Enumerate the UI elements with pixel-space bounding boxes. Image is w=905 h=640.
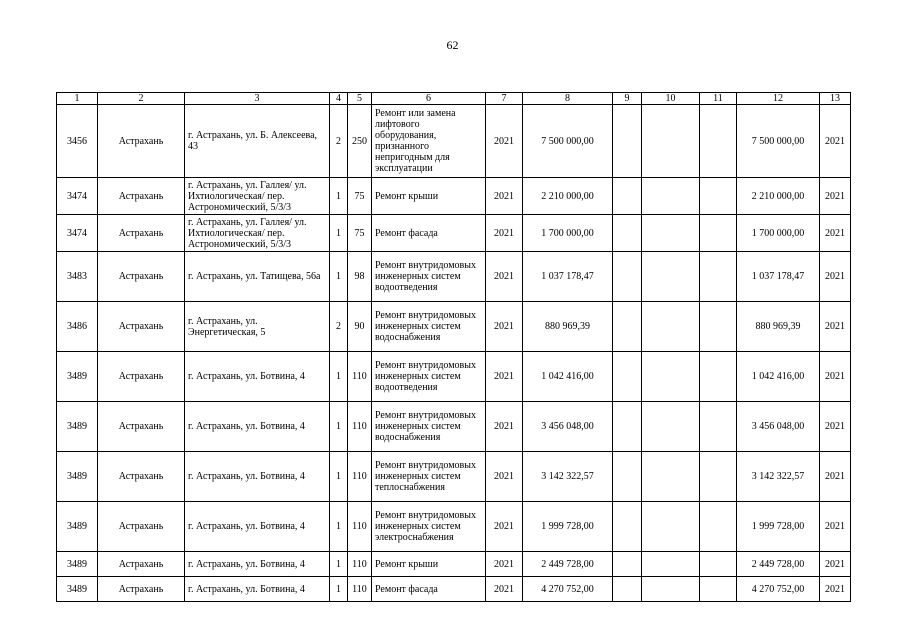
year-cell: 2021 xyxy=(486,552,523,577)
address-cell: г. Астрахань, ул. Энергетическая, 5 xyxy=(185,302,330,352)
col9-cell xyxy=(613,302,642,352)
cost-cell: 1 042 416,00 xyxy=(523,352,613,402)
col11-cell xyxy=(700,252,737,302)
completion-year-cell: 2021 xyxy=(820,352,851,402)
col9-cell xyxy=(613,552,642,577)
col11-cell xyxy=(700,178,737,215)
entrances-cell: 1 xyxy=(330,352,348,402)
completion-year-cell: 2021 xyxy=(820,252,851,302)
address-cell: г. Астрахань, ул. Галлея/ ул. Ихтиологическая/ пер. Астрономический, 5/3/3 xyxy=(185,215,330,252)
total-cost-cell: 2 449 728,00 xyxy=(737,552,820,577)
column-number-9: 9 xyxy=(613,93,642,105)
total-cost-cell: 1 042 416,00 xyxy=(737,352,820,402)
cost-cell: 1 700 000,00 xyxy=(523,215,613,252)
entrances-cell: 2 xyxy=(330,302,348,352)
apartments-cell: 110 xyxy=(348,577,372,602)
year-cell: 2021 xyxy=(486,178,523,215)
col9-cell xyxy=(613,402,642,452)
year-cell: 2021 xyxy=(486,402,523,452)
apartments-cell: 110 xyxy=(348,352,372,402)
total-cost-cell: 1 700 000,00 xyxy=(737,215,820,252)
col9-cell xyxy=(613,105,642,178)
municipality-cell: Астрахань xyxy=(98,352,185,402)
table-row xyxy=(57,302,851,352)
apartments-cell: 90 xyxy=(348,302,372,352)
entrances-cell: 2 xyxy=(330,105,348,178)
work-type-cell: Ремонт фасада xyxy=(372,215,486,252)
table-row xyxy=(57,252,851,302)
address-cell: г. Астрахань, ул. Ботвина, 4 xyxy=(185,552,330,577)
total-cost-cell: 2 210 000,00 xyxy=(737,178,820,215)
cost-cell: 2 449 728,00 xyxy=(523,552,613,577)
col9-cell xyxy=(613,452,642,502)
year-cell: 2021 xyxy=(486,215,523,252)
entrances-cell: 1 xyxy=(330,178,348,215)
col11-cell xyxy=(700,105,737,178)
table-row xyxy=(57,577,851,602)
column-number-1: 1 xyxy=(57,93,98,105)
work-type-cell: Ремонт внутридомовых инженерных систем водоотведения xyxy=(372,252,486,302)
apartments-cell: 75 xyxy=(348,178,372,215)
col10-cell xyxy=(642,552,700,577)
entrances-cell: 1 xyxy=(330,402,348,452)
cost-cell: 1 999 728,00 xyxy=(523,502,613,552)
address-cell: г. Астрахань, ул. Б. Алексеева, 43 xyxy=(185,105,330,178)
col11-cell xyxy=(700,452,737,502)
col9-cell xyxy=(613,178,642,215)
municipality-cell: Астрахань xyxy=(98,502,185,552)
work-type-cell: Ремонт внутридомовых инженерных систем водоснабжения xyxy=(372,402,486,452)
object-id-cell: 3489 xyxy=(57,552,98,577)
year-cell: 2021 xyxy=(486,352,523,402)
table-row xyxy=(57,552,851,577)
municipality-cell: Астрахань xyxy=(98,178,185,215)
cost-cell: 4 270 752,00 xyxy=(523,577,613,602)
col10-cell xyxy=(642,252,700,302)
year-cell: 2021 xyxy=(486,452,523,502)
column-number-11: 11 xyxy=(700,93,737,105)
municipality-cell: Астрахань xyxy=(98,402,185,452)
cost-cell: 3 142 322,57 xyxy=(523,452,613,502)
col11-cell xyxy=(700,215,737,252)
total-cost-cell: 1 037 178,47 xyxy=(737,252,820,302)
column-number-2: 2 xyxy=(98,93,185,105)
total-cost-cell: 3 456 048,00 xyxy=(737,402,820,452)
cost-cell: 1 037 178,47 xyxy=(523,252,613,302)
work-type-cell: Ремонт или замена лифтового оборудования, признанного непригодным для эксплуатации xyxy=(372,105,486,178)
entrances-cell: 1 xyxy=(330,502,348,552)
entrances-cell: 1 xyxy=(330,252,348,302)
object-id-cell: 3474 xyxy=(57,178,98,215)
work-type-cell: Ремонт внутридомовых инженерных систем водоотведения xyxy=(372,352,486,402)
column-number-3: 3 xyxy=(185,93,330,105)
address-cell: г. Астрахань, ул. Ботвина, 4 xyxy=(185,352,330,402)
work-type-cell: Ремонт крыши xyxy=(372,178,486,215)
object-id-cell: 3489 xyxy=(57,502,98,552)
col9-cell xyxy=(613,252,642,302)
total-cost-cell: 880 969,39 xyxy=(737,302,820,352)
completion-year-cell: 2021 xyxy=(820,402,851,452)
column-number-7: 7 xyxy=(486,93,523,105)
col11-cell xyxy=(700,402,737,452)
apartments-cell: 110 xyxy=(348,452,372,502)
object-id-cell: 3489 xyxy=(57,402,98,452)
object-id-cell: 3489 xyxy=(57,577,98,602)
col10-cell xyxy=(642,402,700,452)
municipality-cell: Астрахань xyxy=(98,302,185,352)
completion-year-cell: 2021 xyxy=(820,105,851,178)
municipality-cell: Астрахань xyxy=(98,252,185,302)
completion-year-cell: 2021 xyxy=(820,215,851,252)
municipality-cell: Астрахань xyxy=(98,552,185,577)
col10-cell xyxy=(642,302,700,352)
total-cost-cell: 1 999 728,00 xyxy=(737,502,820,552)
year-cell: 2021 xyxy=(486,577,523,602)
column-number-8: 8 xyxy=(523,93,613,105)
col11-cell xyxy=(700,302,737,352)
object-id-cell: 3489 xyxy=(57,452,98,502)
col11-cell xyxy=(700,502,737,552)
apartments-cell: 250 xyxy=(348,105,372,178)
object-id-cell: 3456 xyxy=(57,105,98,178)
col11-cell xyxy=(700,577,737,602)
table-row xyxy=(57,452,851,502)
completion-year-cell: 2021 xyxy=(820,577,851,602)
completion-year-cell: 2021 xyxy=(820,452,851,502)
work-type-cell: Ремонт внутридомовых инженерных систем теплоснабжения xyxy=(372,452,486,502)
col10-cell xyxy=(642,105,700,178)
municipality-cell: Астрахань xyxy=(98,577,185,602)
page-number: 62 xyxy=(446,38,459,52)
col9-cell xyxy=(613,215,642,252)
address-cell: г. Астрахань, ул. Галлея/ ул. Ихтиологическая/ пер. Астрономический, 5/3/3 xyxy=(185,178,330,215)
address-cell: г. Астрахань, ул. Ботвина, 4 xyxy=(185,452,330,502)
column-number-6: 6 xyxy=(372,93,486,105)
work-type-cell: Ремонт крыши xyxy=(372,552,486,577)
col10-cell xyxy=(642,352,700,402)
municipality-cell: Астрахань xyxy=(98,452,185,502)
col9-cell xyxy=(613,577,642,602)
col10-cell xyxy=(642,502,700,552)
address-cell: г. Астрахань, ул. Ботвина, 4 xyxy=(185,502,330,552)
municipality-cell: Астрахань xyxy=(98,105,185,178)
cost-cell: 7 500 000,00 xyxy=(523,105,613,178)
year-cell: 2021 xyxy=(486,502,523,552)
col11-cell xyxy=(700,552,737,577)
apartments-cell: 98 xyxy=(348,252,372,302)
object-id-cell: 3483 xyxy=(57,252,98,302)
total-cost-cell: 3 142 322,57 xyxy=(737,452,820,502)
col10-cell xyxy=(642,178,700,215)
apartments-cell: 110 xyxy=(348,502,372,552)
completion-year-cell: 2021 xyxy=(820,302,851,352)
column-number-4: 4 xyxy=(330,93,348,105)
cost-cell: 3 456 048,00 xyxy=(523,402,613,452)
entrances-cell: 1 xyxy=(330,577,348,602)
total-cost-cell: 4 270 752,00 xyxy=(737,577,820,602)
table-row xyxy=(57,402,851,452)
table-row xyxy=(57,215,851,252)
repair-program-table xyxy=(56,92,851,602)
cost-cell: 2 210 000,00 xyxy=(523,178,613,215)
col9-cell xyxy=(613,352,642,402)
column-number-13: 13 xyxy=(820,93,851,105)
table-row xyxy=(57,105,851,178)
table-row xyxy=(57,352,851,402)
object-id-cell: 3489 xyxy=(57,352,98,402)
object-id-cell: 3486 xyxy=(57,302,98,352)
work-type-cell: Ремонт фасада xyxy=(372,577,486,602)
col11-cell xyxy=(700,352,737,402)
col10-cell xyxy=(642,215,700,252)
municipality-cell: Астрахань xyxy=(98,215,185,252)
year-cell: 2021 xyxy=(486,302,523,352)
table-row xyxy=(57,502,851,552)
cost-cell: 880 969,39 xyxy=(523,302,613,352)
completion-year-cell: 2021 xyxy=(820,502,851,552)
apartments-cell: 110 xyxy=(348,402,372,452)
column-number-12: 12 xyxy=(737,93,820,105)
column-number-10: 10 xyxy=(642,93,700,105)
address-cell: г. Астрахань, ул. Ботвина, 4 xyxy=(185,577,330,602)
entrances-cell: 1 xyxy=(330,452,348,502)
column-number-row xyxy=(57,93,851,105)
completion-year-cell: 2021 xyxy=(820,178,851,215)
completion-year-cell: 2021 xyxy=(820,552,851,577)
object-id-cell: 3474 xyxy=(57,215,98,252)
col10-cell xyxy=(642,577,700,602)
apartments-cell: 110 xyxy=(348,552,372,577)
col10-cell xyxy=(642,452,700,502)
entrances-cell: 1 xyxy=(330,215,348,252)
entrances-cell: 1 xyxy=(330,552,348,577)
address-cell: г. Астрахань, ул. Ботвина, 4 xyxy=(185,402,330,452)
column-number-5: 5 xyxy=(348,93,372,105)
work-type-cell: Ремонт внутридомовых инженерных систем водоснабжения xyxy=(372,302,486,352)
year-cell: 2021 xyxy=(486,252,523,302)
apartments-cell: 75 xyxy=(348,215,372,252)
address-cell: г. Астрахань, ул. Татищева, 56а xyxy=(185,252,330,302)
table-row xyxy=(57,178,851,215)
col9-cell xyxy=(613,502,642,552)
year-cell: 2021 xyxy=(486,105,523,178)
total-cost-cell: 7 500 000,00 xyxy=(737,105,820,178)
work-type-cell: Ремонт внутридомовых инженерных систем электроснабжения xyxy=(372,502,486,552)
